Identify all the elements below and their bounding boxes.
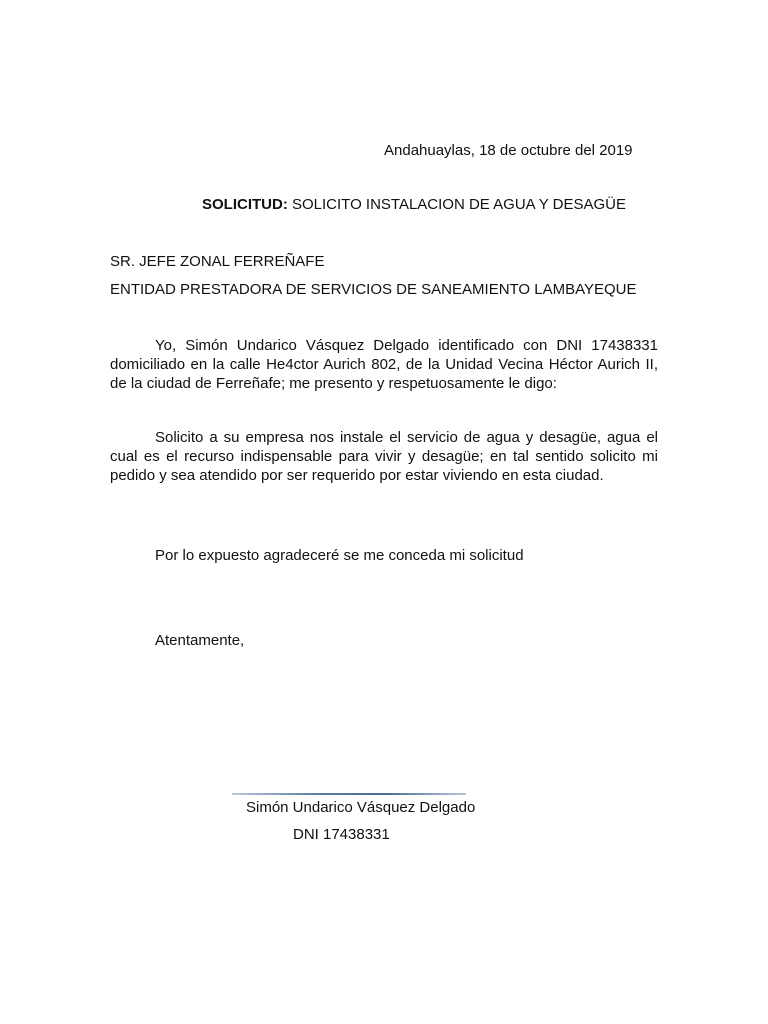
- closing-request: Por lo expuesto agradeceré se me conceda mi solicitud: [155, 547, 524, 564]
- signer-id: DNI 17438331: [293, 826, 390, 843]
- recipient-line-2: ENTIDAD PRESTADORA DE SERVICIOS DE SANEAMIENTO LAMBAYEQUE: [110, 281, 637, 298]
- paragraph-request: Solicito a su empresa nos instale el servicio de agua y desagüe, agua el cual es el recurso indispensable para vivir y desagüe; en tal sentido solicito mi pedido y sea atendido por ser requerido por estar viviendo en esta ciudad.: [110, 429, 658, 484]
- paragraph-introduction: Yo, Simón Undarico Vásquez Delgado identificado con DNI 17438331 domiciliado en la calle He4ctor Aurich 802, de la Unidad Vecina Héctor Aurich II, de la ciudad de Ferreñafe; me presento y respetuosamente le digo:: [110, 337, 658, 392]
- place-date: Andahuaylas, 18 de octubre del 2019: [384, 142, 633, 159]
- farewell: Atentamente,: [155, 632, 245, 649]
- recipient-line-1: SR. JEFE ZONAL FERREÑAFE: [110, 253, 325, 270]
- signature-line: [232, 793, 466, 795]
- subject: [202, 196, 626, 214]
- subject-label: SOLICITUD:: [202, 196, 288, 213]
- subject-text: SOLICITO INSTALACION DE AGUA Y DESAGÜE: [287, 196, 626, 213]
- signer-name: Simón Undarico Vásquez Delgado: [246, 799, 476, 816]
